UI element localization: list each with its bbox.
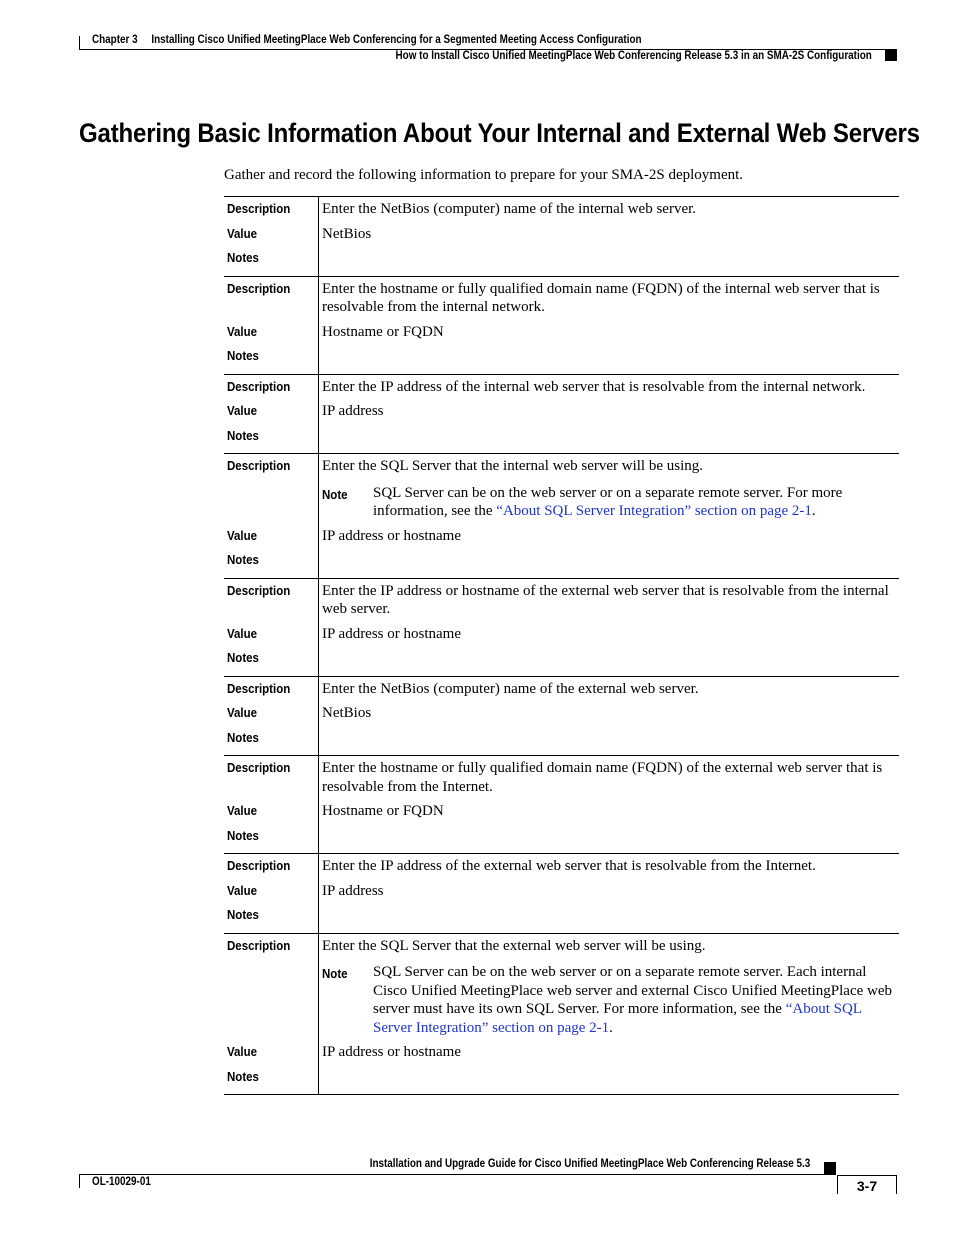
description-cell <box>319 854 900 876</box>
notes-cell <box>319 421 900 454</box>
label-cell <box>224 1037 319 1062</box>
description-text: Enter the IP address or hostname of the external web server that is resolvable from the internal web server. <box>322 582 889 617</box>
description-label: Description <box>227 202 291 216</box>
running-header-chapter <box>92 34 642 46</box>
chapter-title: Installing Cisco Unified MeetingPlace Web Conferencing for a Segmented Meeting Access Configuration <box>151 34 642 46</box>
cross-reference-link[interactable]: “About SQL Server Integration” section on page 2-1 <box>373 1001 862 1036</box>
footer-guide-title: Installation and Upgrade Guide for Cisco Unified MeetingPlace Web Conferencing Release 5.3 <box>369 1158 810 1170</box>
value-label: Value <box>227 528 258 543</box>
label-cell <box>224 197 319 219</box>
value-label: Value <box>227 226 258 241</box>
value-label: Value <box>227 324 258 339</box>
description-cell <box>319 756 900 797</box>
value-cell: IP address <box>322 882 384 899</box>
header-block-marker <box>885 49 897 61</box>
label-cell <box>224 243 319 276</box>
label-cell <box>224 578 319 619</box>
value-cell: IP address or hostname <box>322 527 461 544</box>
label-cell <box>224 619 319 644</box>
label-cell <box>224 276 319 317</box>
label-cell <box>224 545 319 578</box>
table-row-description <box>224 933 899 1037</box>
note-end: . <box>609 1019 613 1036</box>
description-label: Description <box>227 681 291 696</box>
table-row-value <box>224 1037 899 1062</box>
description-cell <box>319 933 900 1037</box>
notes-cell <box>319 723 900 756</box>
description-label: Description <box>227 281 291 296</box>
notes-cell <box>319 821 900 854</box>
page-title: Gathering Basic Information About Your Internal and External Web Servers <box>79 118 920 148</box>
table-row-notes <box>224 545 899 578</box>
value-cell: NetBios <box>322 705 372 721</box>
note-text <box>373 963 899 1037</box>
label-cell <box>224 317 319 342</box>
table-row-description <box>224 578 899 619</box>
table-row-description <box>224 276 899 317</box>
value-label: Value <box>227 1045 258 1059</box>
note-label: Note <box>322 487 348 502</box>
table-row-description <box>224 676 899 698</box>
value-label: Value <box>227 404 258 418</box>
note-block <box>322 484 899 521</box>
label-cell <box>224 421 319 454</box>
description-cell <box>319 676 900 698</box>
label-cell <box>224 933 319 1037</box>
table-row-description <box>224 454 899 521</box>
description-text: Enter the SQL Server that the external web server will be using. <box>322 937 706 954</box>
value-cell: Hostname or FQDN <box>322 323 444 340</box>
table-row-description <box>224 756 899 797</box>
label-cell <box>224 374 319 396</box>
value-label: Value <box>227 706 258 720</box>
description-label: Description <box>227 761 291 775</box>
table-row-notes <box>224 421 899 454</box>
notes-cell <box>319 243 900 276</box>
description-label: Description <box>227 938 291 953</box>
note-text <box>373 484 899 521</box>
notes-cell <box>319 545 900 578</box>
description-text: Enter the NetBios (computer) name of the external web server. <box>322 680 699 697</box>
label-cell <box>224 698 319 723</box>
description-text: Enter the SQL Server that the internal web server will be using. <box>322 458 703 474</box>
label-cell <box>224 219 319 244</box>
label-cell <box>224 1062 319 1095</box>
note-body: SQL Server can be on the web server or on a separate remote server. Each internal Cisco Unified MeetingPlace web server and external Cisco Unified MeetingPlace web server must have its own SQL Server. For more information, see the <box>373 964 893 1017</box>
note-end: . <box>811 503 816 519</box>
description-text: Enter the IP address of the internal web server that is resolvable from the internal network. <box>322 378 866 395</box>
label-cell <box>224 396 319 421</box>
footer-block-marker <box>824 1162 836 1174</box>
label-cell <box>224 676 319 698</box>
footer-left-bar <box>79 1174 80 1188</box>
table-row-description <box>224 374 899 396</box>
intro-paragraph: Gather and record the following information to prepare for your SMA-2S deployment. <box>224 167 744 183</box>
info-table <box>224 196 899 1095</box>
chapter-number: Chapter 3 <box>92 34 138 46</box>
label-cell <box>224 341 319 374</box>
table-row-value <box>224 619 899 644</box>
value-cell: IP address or hostname <box>322 1044 461 1060</box>
value-cell: IP address or hostname <box>322 625 461 642</box>
notes-label: Notes <box>227 349 259 363</box>
notes-label: Notes <box>227 828 259 843</box>
note-label: Note <box>322 967 348 981</box>
notes-cell <box>319 1062 900 1095</box>
value-label: Value <box>227 804 258 818</box>
value-cell: NetBios <box>322 225 372 242</box>
value-label: Value <box>227 883 258 898</box>
table-row-notes <box>224 243 899 276</box>
notes-label: Notes <box>227 908 259 922</box>
description-cell <box>319 454 900 521</box>
notes-label: Notes <box>227 251 259 265</box>
footer-doc-number: OL-10029-01 <box>92 1176 151 1188</box>
notes-cell <box>319 900 900 933</box>
description-label: Description <box>227 379 291 394</box>
label-cell <box>224 454 319 521</box>
description-cell <box>319 276 900 317</box>
notes-label: Notes <box>227 553 259 567</box>
notes-label: Notes <box>227 428 259 443</box>
footer-rule <box>79 1174 836 1175</box>
description-text: Enter the IP address of the external web server that is resolvable from the Internet. <box>322 858 816 874</box>
description-text: Enter the hostname or fully qualified domain name (FQDN) of the external web server that is resolvable from the Internet. <box>322 760 883 795</box>
label-cell <box>224 900 319 933</box>
label-cell <box>224 876 319 901</box>
table-row-notes <box>224 900 899 933</box>
table-row-value <box>224 698 899 723</box>
description-label: Description <box>227 459 291 473</box>
table-row-description <box>224 197 899 219</box>
notes-label: Notes <box>227 651 259 665</box>
table-row-notes <box>224 723 899 756</box>
label-cell <box>224 756 319 797</box>
table-row-value <box>224 219 899 244</box>
table-row-value <box>224 876 899 901</box>
value-cell: IP address <box>322 403 384 419</box>
table-row-notes <box>224 1062 899 1095</box>
table-row-description <box>224 854 899 876</box>
header-left-bar <box>79 36 80 50</box>
table-row-value <box>224 521 899 546</box>
table-row-notes <box>224 821 899 854</box>
note-body: SQL Server can be on the web server or on a separate remote server. For more information, see the <box>373 484 843 519</box>
notes-label: Notes <box>227 730 259 745</box>
table-row-value <box>224 396 899 421</box>
description-cell <box>319 374 900 396</box>
description-cell <box>319 197 900 219</box>
label-cell <box>224 854 319 876</box>
notes-cell <box>319 643 900 676</box>
label-cell <box>224 521 319 546</box>
notes-cell <box>319 341 900 374</box>
cross-reference-link[interactable]: “About SQL Server Integration” section on page 2-1 <box>496 503 812 519</box>
description-text: Enter the NetBios (computer) name of the internal web server. <box>322 201 697 217</box>
label-cell <box>224 821 319 854</box>
label-cell <box>224 723 319 756</box>
description-label: Description <box>227 859 291 873</box>
table-row-notes <box>224 643 899 676</box>
table-row-notes <box>224 341 899 374</box>
value-label: Value <box>227 626 258 641</box>
notes-label: Notes <box>227 1069 259 1084</box>
table-row-value <box>224 317 899 342</box>
table-row-value <box>224 796 899 821</box>
label-cell <box>224 643 319 676</box>
page-number: 3-7 <box>837 1175 897 1194</box>
running-header-section: How to Install Cisco Unified MeetingPlace Web Conferencing Release 5.3 in an SMA-2S Configuration <box>395 50 872 62</box>
description-cell <box>319 578 900 619</box>
value-cell: Hostname or FQDN <box>322 803 444 819</box>
description-text: Enter the hostname or fully qualified domain name (FQDN) of the internal web server that is resolvable from the internal network. <box>322 280 880 315</box>
note-block <box>322 963 899 1037</box>
description-label: Description <box>227 583 291 598</box>
label-cell <box>224 796 319 821</box>
